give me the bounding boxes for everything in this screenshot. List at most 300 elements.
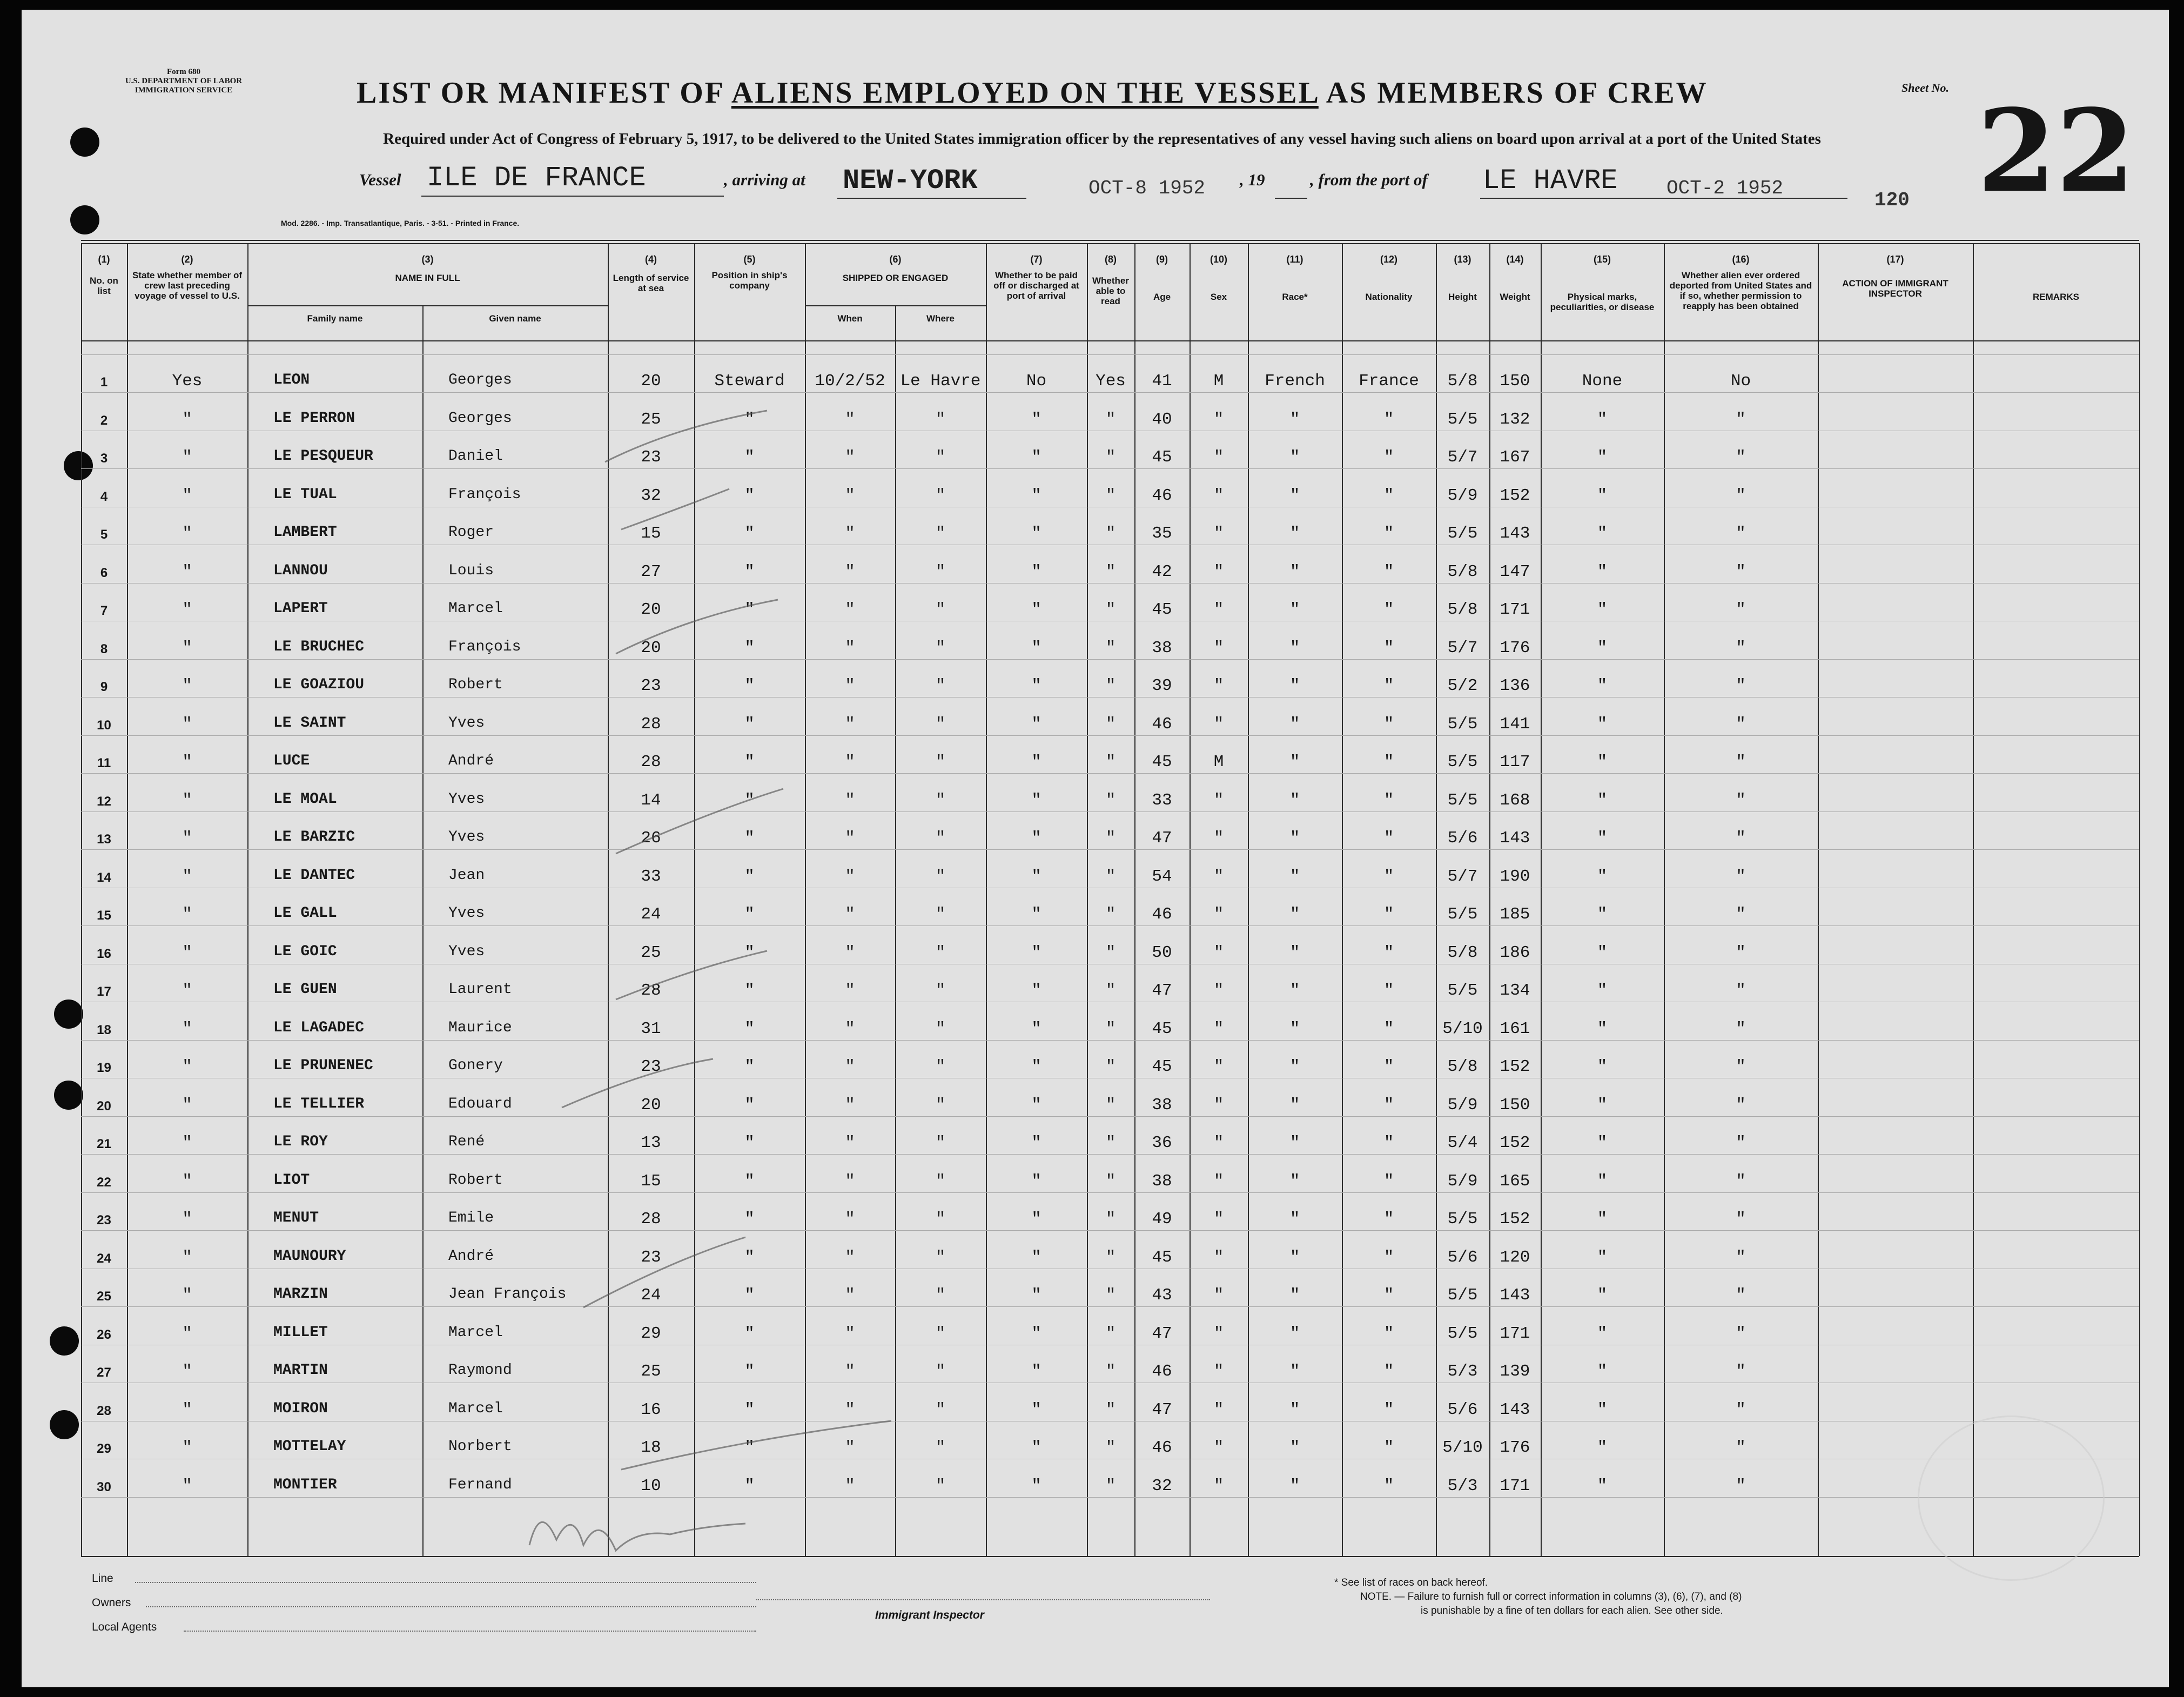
cell-race: " — [1289, 1324, 1300, 1343]
column-number: (15) — [1593, 254, 1611, 265]
cell-age: 33 — [1152, 790, 1172, 810]
cell-service: 20 — [641, 372, 661, 391]
cell-nationality: " — [1383, 981, 1394, 1000]
cell-deported: " — [1736, 1210, 1746, 1229]
arrival-date: OCT-8 1952 — [1088, 177, 1206, 199]
cell-weight: 132 — [1500, 410, 1530, 429]
cell-where: " — [935, 1057, 946, 1076]
cell-where: " — [935, 1095, 946, 1115]
cell-family: LE GUEN — [273, 981, 337, 998]
cell-read: " — [1105, 1476, 1116, 1495]
cell-age: 42 — [1152, 562, 1172, 581]
cell-sex: " — [1213, 1400, 1224, 1419]
column-header: Race* — [1282, 292, 1308, 302]
cell-nationality: " — [1383, 790, 1394, 810]
cell-marks: " — [1597, 448, 1608, 467]
cell-marks: " — [1597, 1095, 1608, 1115]
cell-when: " — [845, 410, 855, 429]
cell-deported: " — [1736, 486, 1746, 505]
cell-age: 47 — [1152, 981, 1172, 1000]
cell-nationality: " — [1383, 638, 1394, 658]
cell-family: LE DANTEC — [273, 867, 355, 884]
races-note: * See list of races on back hereof. — [1334, 1577, 1488, 1588]
cell-position: " — [744, 1133, 755, 1152]
cell-height: 5/3 — [1447, 1476, 1478, 1495]
column-number: (2) — [181, 254, 193, 265]
cell-sex: " — [1213, 562, 1224, 581]
column-header: Sex — [1210, 292, 1227, 302]
cell-deported: " — [1736, 1247, 1746, 1267]
cell-service: 28 — [641, 1210, 661, 1229]
cell-age: 46 — [1152, 1438, 1172, 1457]
cell-sex: " — [1213, 486, 1224, 505]
cell-race: " — [1289, 790, 1300, 810]
departure-port: LE HAVRE — [1483, 165, 1618, 197]
cell-when: 10/2/52 — [815, 372, 885, 391]
cell-weight: 190 — [1500, 867, 1530, 886]
form-number: Form 680 — [166, 68, 201, 76]
cell-family: LE GOAZIOU — [273, 676, 365, 693]
cell-position: " — [744, 1247, 755, 1267]
cell-where: " — [935, 524, 946, 543]
cell-when: " — [845, 1362, 855, 1381]
cell-weight: 152 — [1500, 486, 1530, 505]
column-number: (1) — [98, 254, 110, 265]
cell-family: MONTIER — [273, 1476, 337, 1493]
cell-race: " — [1289, 1247, 1300, 1267]
cell-prev: " — [182, 753, 192, 772]
cell-race: " — [1289, 981, 1300, 1000]
cell-weight: 161 — [1500, 1019, 1530, 1038]
column-number: (16) — [1732, 254, 1750, 265]
column-number: (10) — [1209, 254, 1227, 265]
cell-deported: " — [1736, 410, 1746, 429]
cell-family: MARTIN — [273, 1362, 328, 1379]
cell-marks: " — [1597, 1210, 1608, 1229]
cell-race: " — [1289, 524, 1300, 543]
cell-height: 5/5 — [1447, 753, 1478, 772]
cell-deported: " — [1736, 753, 1746, 772]
cell-weight: 171 — [1500, 600, 1530, 619]
cell-read: " — [1105, 1019, 1116, 1038]
cell-no: 24 — [97, 1251, 111, 1266]
cell-age: 49 — [1152, 1210, 1172, 1229]
column-header: Whether able to read — [1092, 276, 1129, 306]
vessel-name: ILE DE FRANCE — [427, 162, 646, 194]
cell-weight: 139 — [1500, 1362, 1530, 1381]
cell-paid: " — [1031, 1476, 1041, 1495]
cell-prev: " — [182, 1247, 192, 1267]
cell-service: 23 — [641, 448, 661, 467]
cell-race: " — [1289, 1057, 1300, 1076]
cell-nationality: " — [1383, 1476, 1394, 1495]
cell-prev: Yes — [172, 372, 203, 391]
cell-read: " — [1105, 1133, 1116, 1152]
cell-sex: " — [1213, 981, 1224, 1000]
from-port-label: , from the port of — [1310, 170, 1428, 189]
cell-height: 5/3 — [1447, 1362, 1478, 1381]
cell-height: 5/6 — [1447, 1400, 1478, 1419]
cell-read: " — [1105, 448, 1116, 467]
cell-prev: " — [182, 943, 192, 962]
cell-race: " — [1289, 1400, 1300, 1419]
cell-no: 1 — [100, 375, 108, 390]
cell-height: 5/5 — [1447, 905, 1478, 924]
cell-read: " — [1105, 600, 1116, 619]
cell-paid: No — [1026, 372, 1047, 391]
cell-nationality: " — [1383, 905, 1394, 924]
cell-read: " — [1105, 676, 1116, 695]
cell-age: 45 — [1152, 600, 1172, 619]
cell-nationality: " — [1383, 1133, 1394, 1152]
cell-family: MENUT — [273, 1210, 319, 1226]
cell-position: " — [744, 448, 755, 467]
cell-deported: " — [1736, 1133, 1746, 1152]
cell-nationality: " — [1383, 1171, 1394, 1191]
cell-prev: " — [182, 714, 192, 734]
cell-prev: " — [182, 905, 192, 924]
cell-age: 50 — [1152, 943, 1172, 962]
cell-read: " — [1105, 1171, 1116, 1191]
cell-deported: " — [1736, 1362, 1746, 1381]
column-header: Position in ship's company — [711, 270, 788, 291]
cell-age: 38 — [1152, 1095, 1172, 1115]
cell-age: 40 — [1152, 410, 1172, 429]
cell-when: " — [845, 1057, 855, 1076]
cell-nationality: " — [1383, 1210, 1394, 1229]
cell-weight: 143 — [1500, 1400, 1530, 1419]
cell-read: " — [1105, 943, 1116, 962]
cell-deported: " — [1736, 981, 1746, 1000]
cell-position: " — [744, 1438, 755, 1457]
cell-height: 5/8 — [1447, 600, 1478, 619]
cell-where: " — [935, 829, 946, 848]
cell-prev: " — [182, 1362, 192, 1381]
cell-position: " — [744, 753, 755, 772]
cell-nationality: " — [1383, 1057, 1394, 1076]
cell-no: 2 — [100, 413, 108, 428]
cell-nationality: " — [1383, 1438, 1394, 1457]
column-number: (11) — [1286, 254, 1303, 265]
cell-family: LE GALL — [273, 905, 337, 922]
cell-sex: " — [1213, 638, 1224, 658]
cell-race: " — [1289, 448, 1300, 467]
cell-prev: " — [182, 676, 192, 695]
cell-paid: " — [1031, 867, 1041, 886]
cell-paid: " — [1031, 829, 1041, 848]
pencil-stroke — [583, 1237, 745, 1307]
note-text: — Failure to furnish full or correct information in columns (3), (6), (7), and (8) — [1394, 1591, 1742, 1602]
column-number: (13) — [1454, 254, 1471, 265]
cell-age: 45 — [1152, 753, 1172, 772]
cell-paid: " — [1031, 1324, 1041, 1343]
cell-deported: " — [1736, 1171, 1746, 1191]
column-header: SHIPPED OR ENGAGED — [842, 273, 949, 283]
column-number: (4) — [645, 254, 657, 265]
cell-no: 23 — [97, 1213, 111, 1228]
cell-no: 26 — [97, 1327, 111, 1342]
cell-read: Yes — [1096, 372, 1126, 391]
cell-family: MAUNOURY — [273, 1247, 346, 1265]
cell-no: 29 — [97, 1441, 111, 1456]
cell-given: Laurent — [448, 981, 512, 998]
cell-age: 36 — [1152, 1133, 1172, 1152]
cell-no: 5 — [100, 527, 108, 542]
cell-given: Edouard — [448, 1095, 512, 1112]
cell-position: " — [744, 981, 755, 1000]
column-header: Height — [1448, 292, 1477, 302]
cell-service: 14 — [641, 790, 661, 810]
cell-height: 5/5 — [1447, 524, 1478, 543]
title-part: LIST OR MANIFEST OF — [357, 76, 731, 110]
cell-when: " — [845, 600, 855, 619]
cell-marks: " — [1597, 524, 1608, 543]
cell-paid: " — [1031, 524, 1041, 543]
cell-prev: " — [182, 1324, 192, 1343]
cell-where: " — [935, 1400, 946, 1419]
cell-paid: " — [1031, 1362, 1041, 1381]
owners-label: Owners — [92, 1597, 131, 1609]
cell-deported: " — [1736, 867, 1746, 886]
cell-deported: " — [1736, 1324, 1746, 1343]
cell-race: " — [1289, 753, 1300, 772]
cell-given: Daniel — [448, 448, 503, 465]
column-number: (9) — [1156, 254, 1168, 265]
cell-service: 15 — [641, 524, 661, 543]
cell-nationality: " — [1383, 1400, 1394, 1419]
cell-sex: " — [1213, 1324, 1224, 1343]
cell-age: 45 — [1152, 1247, 1172, 1267]
cell-read: " — [1105, 1324, 1116, 1343]
pencil-stroke — [616, 951, 767, 1000]
cell-where: " — [935, 676, 946, 695]
cell-service: 25 — [641, 1362, 661, 1381]
cell-read: " — [1105, 829, 1116, 848]
cell-race: " — [1289, 1438, 1300, 1457]
cell-read: " — [1105, 981, 1116, 1000]
cell-weight: 152 — [1500, 1133, 1530, 1152]
cell-sex: " — [1213, 448, 1224, 467]
cell-prev: " — [182, 1210, 192, 1229]
cell-paid: " — [1031, 1133, 1041, 1152]
cell-age: 46 — [1152, 905, 1172, 924]
cell-service: 20 — [641, 638, 661, 658]
cell-weight: 120 — [1500, 1247, 1530, 1267]
cell-paid: " — [1031, 753, 1041, 772]
cell-weight: 134 — [1500, 981, 1530, 1000]
cell-where: " — [935, 1324, 946, 1343]
cell-sex: " — [1213, 1247, 1224, 1267]
cell-no: 20 — [97, 1098, 111, 1114]
cell-when: " — [845, 1171, 855, 1191]
cell-when: " — [845, 1019, 855, 1038]
cell-position: " — [744, 486, 755, 505]
cell-weight: 150 — [1500, 372, 1530, 391]
note-label: NOTE. — [1360, 1591, 1392, 1602]
cell-deported: " — [1736, 638, 1746, 658]
cell-when: " — [845, 524, 855, 543]
cell-where: " — [935, 981, 946, 1000]
cell-marks: " — [1597, 1019, 1608, 1038]
cell-family: LE MOAL — [273, 790, 337, 808]
cell-where: " — [935, 1019, 946, 1038]
cell-prev: " — [182, 1476, 192, 1495]
cell-no: 8 — [100, 641, 108, 656]
cell-prev: " — [182, 790, 192, 810]
cell-height: 5/5 — [1447, 410, 1478, 429]
legal-requirement-text: Required under Act of Congress of February 5, 1917, to be delivered to the United States immigration officer by the representatives of any vessel having such aliens on board upon arrival at a port of the United States — [383, 130, 1821, 147]
cell-when: " — [845, 562, 855, 581]
cell-age: 38 — [1152, 1171, 1172, 1191]
cell-marks: None — [1582, 372, 1623, 391]
cell-age: 45 — [1152, 1019, 1172, 1038]
cell-position: " — [744, 905, 755, 924]
cell-prev: " — [182, 1019, 192, 1038]
cell-read: " — [1105, 524, 1116, 543]
cell-given: Maurice — [448, 1019, 512, 1036]
cell-paid: " — [1031, 562, 1041, 581]
cell-marks: " — [1597, 486, 1608, 505]
cell-age: 39 — [1152, 676, 1172, 695]
pencil-stroke — [621, 1421, 891, 1470]
cell-deported: " — [1736, 562, 1746, 581]
cell-sex: " — [1213, 829, 1224, 848]
cell-marks: " — [1597, 1286, 1608, 1305]
cell-service: 18 — [641, 1438, 661, 1457]
cell-where: " — [935, 1210, 946, 1229]
cell-position: " — [744, 676, 755, 695]
cell-nationality: " — [1383, 943, 1394, 962]
cell-given: Marcel — [448, 1400, 503, 1417]
cell-given: Raymond — [448, 1362, 512, 1379]
cell-when: " — [845, 1400, 855, 1419]
cell-given: Yves — [448, 905, 485, 922]
cell-position: " — [744, 790, 755, 810]
cell-height: 5/6 — [1447, 829, 1478, 848]
cell-service: 31 — [641, 1019, 661, 1038]
cell-height: 5/7 — [1447, 448, 1478, 467]
cell-age: 41 — [1152, 372, 1172, 391]
cell-nationality: " — [1383, 1362, 1394, 1381]
cell-height: 5/8 — [1447, 1057, 1478, 1076]
cell-weight: 176 — [1500, 1438, 1530, 1457]
cell-position: " — [744, 867, 755, 886]
cell-age: 46 — [1152, 486, 1172, 505]
cell-sex: " — [1213, 600, 1224, 619]
cell-no: 15 — [97, 908, 111, 923]
cell-sex: " — [1213, 790, 1224, 810]
cell-nationality: " — [1383, 562, 1394, 581]
cell-deported: " — [1736, 714, 1746, 734]
cell-race: " — [1289, 1133, 1300, 1152]
cell-given: Louis — [448, 562, 494, 579]
cell-sex: " — [1213, 905, 1224, 924]
cell-age: 46 — [1152, 1362, 1172, 1381]
cell-service: 28 — [641, 753, 661, 772]
cell-weight: 152 — [1500, 1057, 1530, 1076]
cell-race: " — [1289, 1210, 1300, 1229]
cell-sex: " — [1213, 1171, 1224, 1191]
cell-race: " — [1289, 943, 1300, 962]
sheet-number-label: Sheet No. — [1901, 81, 1949, 95]
cell-family: LE BARZIC — [273, 829, 355, 846]
cell-marks: " — [1597, 943, 1608, 962]
cell-where: " — [935, 410, 946, 429]
column-number: (7) — [1030, 254, 1043, 265]
cell-sex: " — [1213, 1362, 1224, 1381]
column-number: (12) — [1380, 254, 1397, 265]
cell-nationality: " — [1383, 524, 1394, 543]
cell-race: " — [1289, 905, 1300, 924]
cell-read: " — [1105, 714, 1116, 734]
cell-service: 20 — [641, 600, 661, 619]
cell-position: " — [744, 1019, 755, 1038]
cell-given: Robert — [448, 676, 503, 693]
cell-when: " — [845, 753, 855, 772]
cell-age: 47 — [1152, 1324, 1172, 1343]
cell-position: " — [744, 1362, 755, 1381]
cell-age: 47 — [1152, 829, 1172, 848]
cell-height: 5/9 — [1447, 486, 1478, 505]
cell-where: " — [935, 1247, 946, 1267]
cell-weight: 147 — [1500, 562, 1530, 581]
cell-nationality: " — [1383, 410, 1394, 429]
cell-service: 29 — [641, 1324, 661, 1343]
cell-prev: " — [182, 562, 192, 581]
cell-read: " — [1105, 1286, 1116, 1305]
cell-no: 16 — [97, 946, 111, 961]
column-header: ACTION OF IMMIGRANT INSPECTOR — [1842, 278, 1948, 299]
cell-paid: " — [1031, 1057, 1041, 1076]
cell-sex: M — [1213, 753, 1224, 772]
cell-marks: " — [1597, 562, 1608, 581]
cell-height: 5/10 — [1442, 1019, 1483, 1038]
cell-age: 46 — [1152, 714, 1172, 734]
cell-sex: " — [1213, 714, 1224, 734]
cell-nationality: " — [1383, 714, 1394, 734]
cell-where: " — [935, 943, 946, 962]
cell-given: André — [448, 1247, 494, 1265]
cell-given: Gonery — [448, 1057, 503, 1074]
cell-family: LE GOIC — [273, 943, 337, 960]
cell-no: 11 — [97, 756, 111, 770]
cell-service: 20 — [641, 1095, 661, 1115]
cell-weight: 136 — [1500, 676, 1530, 695]
cell-where: " — [935, 1133, 946, 1152]
column-header: State whether member of crew last preceding voyage of vessel to U.S. — [132, 270, 243, 301]
cell-position: " — [744, 1057, 755, 1076]
cell-prev: " — [182, 867, 192, 886]
cell-when: " — [845, 1210, 855, 1229]
cell-given: Yves — [448, 714, 485, 732]
cell-weight: 141 — [1500, 714, 1530, 734]
cell-no: 6 — [100, 565, 108, 580]
cell-prev: " — [182, 1438, 192, 1457]
cell-family: MILLET — [273, 1324, 328, 1341]
cell-prev: " — [182, 486, 192, 505]
cell-family: LE TELLIER — [273, 1095, 365, 1112]
cell-race: French — [1265, 372, 1325, 391]
cell-paid: " — [1031, 1019, 1041, 1038]
cell-nationality: " — [1383, 867, 1394, 886]
cell-paid: " — [1031, 1286, 1041, 1305]
cell-paid: " — [1031, 486, 1041, 505]
cell-given: Robert — [448, 1171, 503, 1189]
cell-service: 15 — [641, 1171, 661, 1191]
cell-marks: " — [1597, 1324, 1608, 1343]
cell-height: 5/8 — [1447, 562, 1478, 581]
cell-deported: " — [1736, 1095, 1746, 1115]
